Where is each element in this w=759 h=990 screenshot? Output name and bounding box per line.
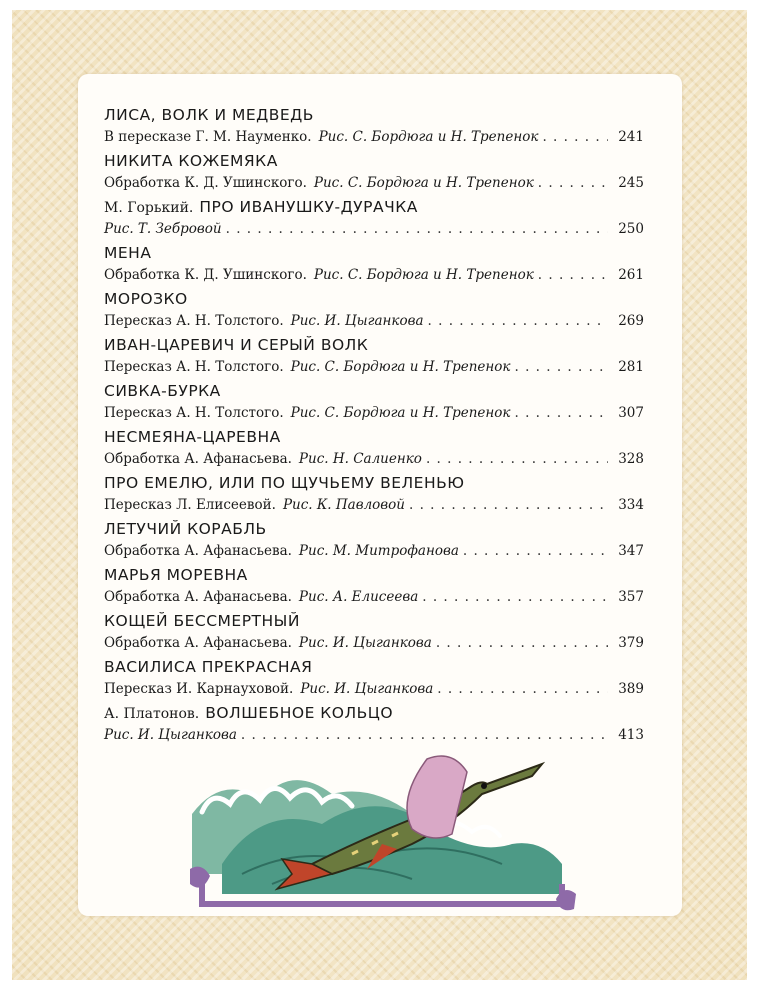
toc-page-number: 328 bbox=[618, 451, 644, 467]
toc-credit-line bbox=[104, 172, 644, 194]
dot-leader bbox=[538, 264, 608, 286]
toc-page-number: 334 bbox=[618, 497, 644, 513]
dot-leader bbox=[542, 126, 608, 148]
toc-page-number: 307 bbox=[618, 405, 644, 421]
toc-page-number: 245 bbox=[618, 175, 644, 191]
toc-entry bbox=[104, 288, 644, 334]
toc-credit-line bbox=[104, 264, 644, 286]
toc-title-line bbox=[104, 380, 644, 402]
toc-illustrator: Рис. Т. Зебровой bbox=[104, 221, 222, 237]
toc-title: ПРО ЕМЕЛЮ, ИЛИ ПО ЩУЧЬЕМУ ВЕЛЕНЬЮ bbox=[104, 474, 465, 492]
toc-title: ПРО ИВАНУШКУ-ДУРАЧКА bbox=[199, 198, 418, 216]
toc-illustrator: Рис. К. Павловой bbox=[282, 497, 405, 513]
contents-panel bbox=[78, 74, 682, 916]
toc-illustrator: Рис. И. Цыганкова bbox=[290, 313, 424, 329]
toc-reteller: Пересказ А. Н. Толстого. bbox=[104, 313, 284, 329]
toc-credit-line bbox=[104, 402, 644, 424]
dot-leader bbox=[226, 218, 608, 240]
dot-leader bbox=[515, 402, 609, 424]
dot-leader bbox=[463, 540, 608, 562]
dot-leader bbox=[515, 356, 609, 378]
toc-title: ЛЕТУЧИЙ КОРАБЛЬ bbox=[104, 520, 267, 538]
dot-leader bbox=[426, 448, 608, 470]
toc-title-line bbox=[104, 334, 644, 356]
dot-leader bbox=[241, 724, 608, 746]
pike-in-waves-illustration bbox=[182, 744, 582, 914]
toc-page-number: 347 bbox=[618, 543, 644, 559]
toc-title-line bbox=[104, 242, 644, 264]
toc-reteller: Обработка А. Афанасьева. bbox=[104, 589, 292, 605]
toc-illustrator: Рис. С. Бордюга и Н. Трепенок bbox=[313, 175, 534, 191]
pink-kerchief bbox=[407, 756, 467, 838]
toc-title-line bbox=[104, 656, 644, 678]
toc-credit-line bbox=[104, 586, 644, 608]
toc-title-line bbox=[104, 196, 644, 218]
dot-leader bbox=[422, 586, 608, 608]
toc-reteller: Пересказ И. Карнауховой. bbox=[104, 681, 294, 697]
toc-reteller: Обработка К. Д. Ушинского. bbox=[104, 267, 307, 283]
toc-title: ВАСИЛИСА ПРЕКРАСНАЯ bbox=[104, 658, 313, 676]
toc-entry bbox=[104, 104, 644, 150]
toc-page-number: 261 bbox=[618, 267, 644, 283]
toc-title-line bbox=[104, 518, 644, 540]
toc-illustrator: Рис. С. Бордюга и Н. Трепенок bbox=[290, 359, 511, 375]
dot-leader bbox=[437, 678, 608, 700]
toc-page-number: 250 bbox=[618, 221, 644, 237]
toc-credit-line bbox=[104, 540, 644, 562]
toc-title-line bbox=[104, 104, 644, 126]
toc-title: НЕСМЕЯНА-ЦАРЕВНА bbox=[104, 428, 281, 446]
toc-title: МЕНА bbox=[104, 244, 152, 262]
toc-title: ЛИСА, ВОЛК И МЕДВЕДЬ bbox=[104, 106, 314, 124]
toc-title: НИКИТА КОЖЕМЯКА bbox=[104, 152, 278, 170]
table-of-contents bbox=[104, 104, 644, 748]
book-page bbox=[12, 10, 747, 980]
toc-entry bbox=[104, 380, 644, 426]
toc-entry bbox=[104, 150, 644, 196]
toc-title: ИВАН-ЦАРЕВИЧ И СЕРЫЙ ВОЛК bbox=[104, 336, 369, 354]
toc-title-line bbox=[104, 288, 644, 310]
toc-title-line bbox=[104, 610, 644, 632]
toc-entry bbox=[104, 472, 644, 518]
toc-entry bbox=[104, 702, 644, 748]
toc-entry bbox=[104, 518, 644, 564]
toc-reteller: Пересказ Л. Елисеевой. bbox=[104, 497, 276, 513]
dot-leader bbox=[436, 632, 608, 654]
toc-reteller: Обработка К. Д. Ушинского. bbox=[104, 175, 307, 191]
toc-title: МАРЬЯ МОРЕВНА bbox=[104, 566, 248, 584]
toc-page-number: 241 bbox=[618, 129, 644, 145]
toc-illustrator: Рис. С. Бордюга и Н. Трепенок bbox=[290, 405, 511, 421]
toc-title: МОРОЗКО bbox=[104, 290, 188, 308]
toc-entry bbox=[104, 242, 644, 288]
toc-page-number: 379 bbox=[618, 635, 644, 651]
dot-leader bbox=[538, 172, 608, 194]
toc-credit-line bbox=[104, 448, 644, 470]
toc-reteller: Пересказ А. Н. Толстого. bbox=[104, 359, 284, 375]
toc-illustrator: Рис. С. Бордюга и Н. Трепенок bbox=[318, 129, 539, 145]
toc-credit-line bbox=[104, 218, 644, 240]
toc-entry bbox=[104, 656, 644, 702]
toc-title: ВОЛШЕБНОЕ КОЛЬЦО bbox=[205, 704, 394, 722]
toc-title-line bbox=[104, 426, 644, 448]
toc-illustrator: Рис. А. Елисеева bbox=[298, 589, 419, 605]
toc-entry bbox=[104, 196, 644, 242]
dot-leader bbox=[428, 310, 608, 332]
dot-leader bbox=[409, 494, 608, 516]
toc-illustrator: Рис. М. Митрофанова bbox=[298, 543, 459, 559]
toc-title-line bbox=[104, 150, 644, 172]
toc-entry bbox=[104, 426, 644, 472]
toc-illustrator: Рис. Н. Салиенко bbox=[298, 451, 422, 467]
toc-entry bbox=[104, 610, 644, 656]
toc-illustrator: Рис. И. Цыганкова bbox=[298, 635, 432, 651]
toc-credit-line bbox=[104, 724, 644, 746]
toc-credit-line bbox=[104, 632, 644, 654]
toc-credit-line bbox=[104, 356, 644, 378]
toc-page-number: 357 bbox=[618, 589, 644, 605]
toc-title-line bbox=[104, 702, 644, 724]
toc-page-number: 413 bbox=[618, 727, 644, 743]
toc-illustrator: Рис. И. Цыганкова bbox=[300, 681, 434, 697]
toc-reteller: Обработка А. Афанасьева. bbox=[104, 635, 292, 651]
toc-title-line bbox=[104, 564, 644, 586]
toc-reteller: Обработка А. Афанасьева. bbox=[104, 451, 292, 467]
toc-illustrator: Рис. И. Цыганкова bbox=[104, 727, 237, 743]
toc-author: М. Горький. bbox=[104, 200, 194, 216]
toc-entry bbox=[104, 334, 644, 380]
toc-credit-line bbox=[104, 678, 644, 700]
toc-reteller: Пересказ А. Н. Толстого. bbox=[104, 405, 284, 421]
toc-credit-line bbox=[104, 126, 644, 148]
toc-page-number: 389 bbox=[618, 681, 644, 697]
toc-entry bbox=[104, 564, 644, 610]
toc-reteller: В пересказе Г. М. Науменко. bbox=[104, 129, 312, 145]
toc-page-number: 269 bbox=[618, 313, 644, 329]
toc-title-line bbox=[104, 472, 644, 494]
toc-credit-line bbox=[104, 494, 644, 516]
toc-illustrator: Рис. С. Бордюга и Н. Трепенок bbox=[313, 267, 534, 283]
toc-author: А. Платонов. bbox=[104, 706, 200, 722]
toc-credit-line bbox=[104, 310, 644, 332]
pike-eye bbox=[481, 783, 487, 789]
toc-title: КОЩЕЙ БЕССМЕРТНЫЙ bbox=[104, 612, 300, 630]
toc-page-number: 281 bbox=[618, 359, 644, 375]
toc-reteller: Обработка А. Афанасьева. bbox=[104, 543, 292, 559]
toc-title: СИВКА-БУРКА bbox=[104, 382, 221, 400]
